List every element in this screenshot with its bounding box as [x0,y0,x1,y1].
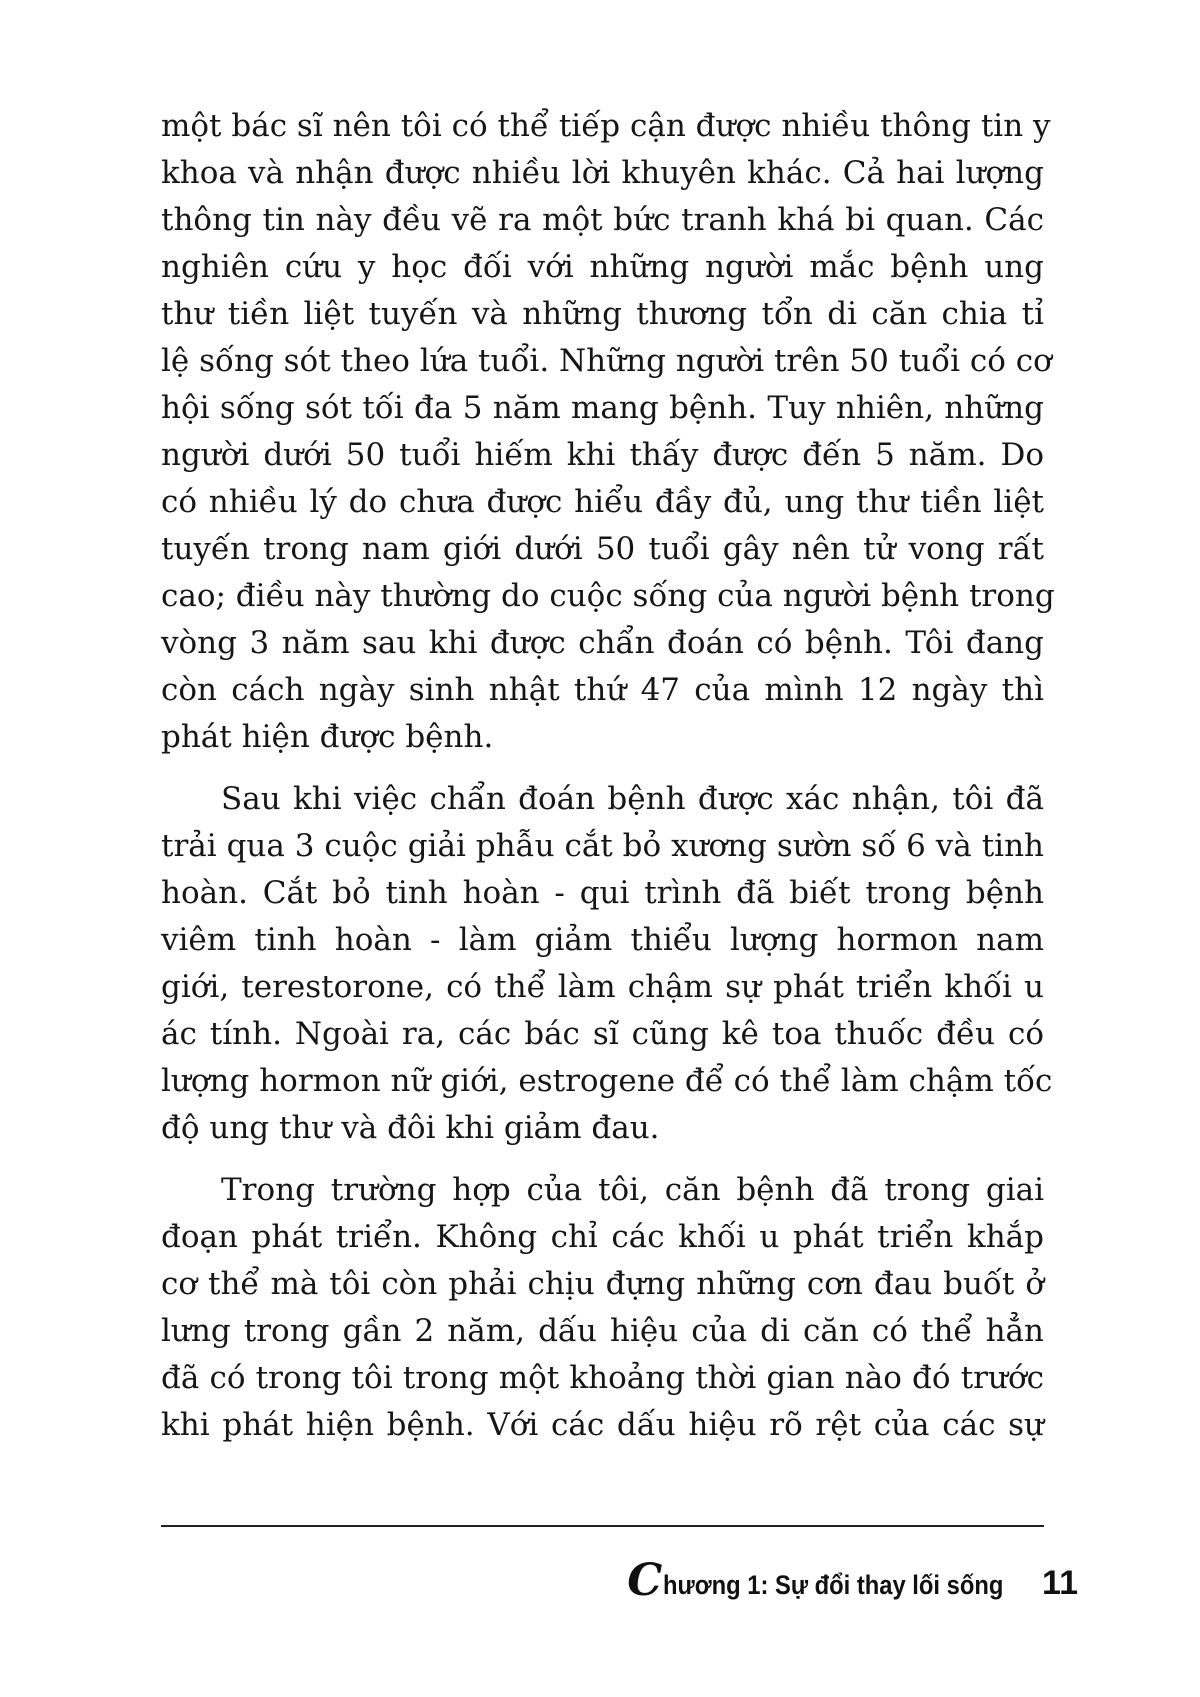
body-text [161,103,1055,1449]
text-line: cơ thể mà tôi còn phải chịu đựng những cơn đau buốt ở [161,1266,1044,1302]
paragraph-3 [161,1167,1044,1449]
text-line: phát hiện được bệnh. [161,719,494,755]
text-line: Trong trường hợp của tôi, căn bệnh đã trong giai [221,1172,1044,1208]
text-line: lệ sống sót theo lứa tuổi. Những người trên 50 tuổi có cơ [161,343,1052,379]
text-line: thư tiền liệt tuyến và những thương tổn di căn chia tỉ [161,296,1044,332]
text-line: lưng trong gần 2 năm, dấu hiệu của di căn có thể hẳn [161,1313,1044,1349]
text-line: khi phát hiện bệnh. Với các dấu hiệu rõ rệt của các sự [161,1407,1044,1443]
page-number: 11 [1042,1564,1078,1602]
text-line: giới, terestorone, có thể làm chậm sự phát triển khối u [161,969,1044,1005]
text-line: có nhiều lý do chưa được hiểu đầy đủ, ung thư tiền liệt [161,484,1044,520]
paragraph-1 [161,103,1055,761]
text-line: nghiên cứu y học đối với những người mắc bệnh ung [161,249,1044,285]
text-line: tuyến trong nam giới dưới 50 tuổi gây nên tử vong rất [161,531,1044,567]
chapter-title: hương 1: Sự đổi thay lối sống [663,1570,1004,1600]
text-line: hoàn. Cắt bỏ tinh hoàn - qui trình đã biết trong bệnh [161,875,1044,911]
text-line: cao; điều này thường do cuộc sống của người bệnh trong [161,578,1055,614]
text-line: độ ung thư và đôi khi giảm đau. [161,1110,660,1146]
text-line: hội sống sót tối đa 5 năm mang bệnh. Tuy nhiên, những [161,390,1044,426]
text-line: một bác sĩ nên tôi có thể tiếp cận được nhiều thông tin y [161,108,1051,144]
text-line: vòng 3 năm sau khi được chẩn đoán có bệnh. Tôi đang [161,625,1044,661]
text-line: còn cách ngày sinh nhật thứ 47 của mình 12 ngày thì [161,672,1044,708]
chapter-initial: C [627,1555,663,1606]
text-line: viêm tinh hoàn - làm giảm thiểu lượng hormon nam [161,922,1044,958]
footer-divider [161,1525,1044,1527]
page-footer [627,1553,1078,1606]
text-line: ác tính. Ngoài ra, các bác sĩ cũng kê toa thuốc đều có [161,1016,1044,1052]
text-line: Sau khi việc chẩn đoán bệnh được xác nhận, tôi đã [221,781,1044,817]
text-line: trải qua 3 cuộc giải phẫu cắt bỏ xương sườn số 6 và tinh [161,828,1044,864]
text-line: khoa và nhận được nhiều lời khuyên khác. Cả hai lượng [161,155,1044,191]
paragraph-2 [161,776,1053,1152]
text-line: lượng hormon nữ giới, estrogene để có thể làm chậm tốc [161,1063,1053,1099]
text-line: đoạn phát triển. Không chỉ các khối u phát triển khắp [161,1219,1044,1255]
text-line: thông tin này đều vẽ ra một bức tranh khá bi quan. Các [161,202,1044,238]
text-line: người dưới 50 tuổi hiếm khi thấy được đến 5 năm. Do [161,437,1044,473]
text-line: đã có trong tôi trong một khoảng thời gian nào đó trước [161,1360,1044,1396]
